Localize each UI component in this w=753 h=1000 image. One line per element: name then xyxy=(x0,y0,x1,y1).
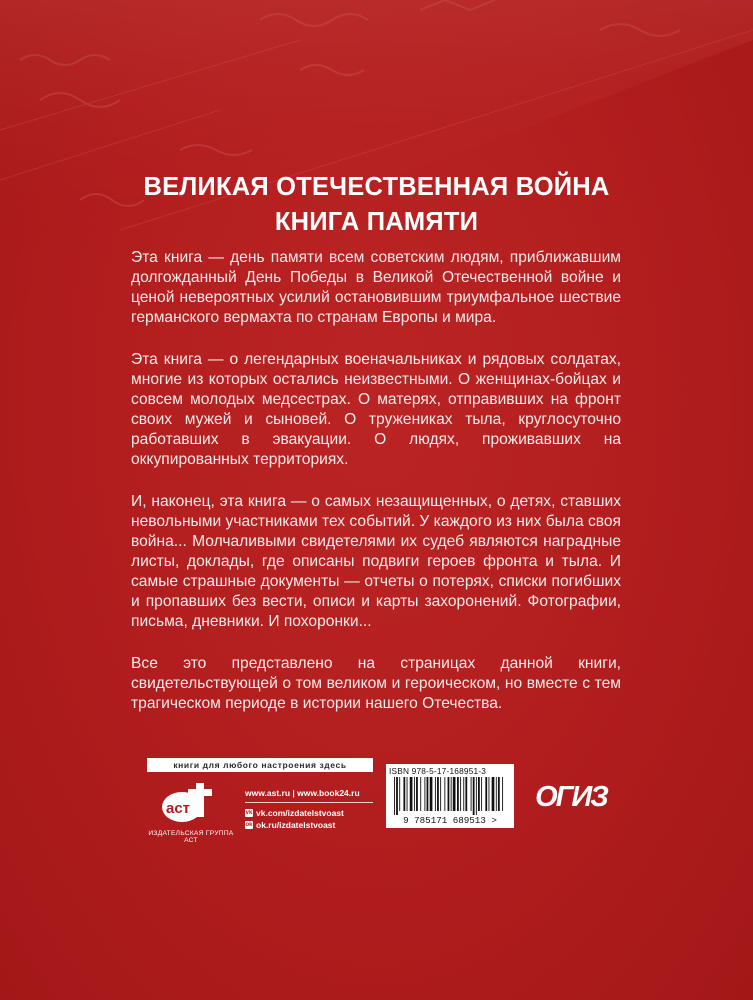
barcode-bar xyxy=(444,777,445,811)
paragraph-3: И, наконец, эта книга — о самых незащищенных, о детях, ставших невольными участниками тех событий. У каждого из них была своя война... Молчаливыми свидетелями их судеб являются наградные листы, доклады, где описаны подвиги героев фронта и тыла. И самые страшные документы — отчеты о потерях, списки погибших и пропавших без вести, описи и карты захоронений. Фотографии, письма, дневники. И похоронки... xyxy=(131,493,621,630)
barcode-bar xyxy=(403,777,405,811)
barcode-bar xyxy=(498,777,500,811)
publisher-caption: ИЗДАТЕЛЬСКАЯ ГРУППА АСТ xyxy=(148,830,234,844)
barcode-bar xyxy=(451,777,452,811)
barcode-bar xyxy=(424,777,425,811)
ogiz-logo-text: ОГИЗ xyxy=(535,781,607,812)
barcode-bar xyxy=(453,777,456,811)
book-title: КНИГА ПАМЯТИ xyxy=(274,208,479,236)
barcode-bar xyxy=(478,777,480,811)
barcode-bar xyxy=(460,777,461,811)
barcode-bar xyxy=(481,777,482,811)
barcode-bar xyxy=(496,777,497,811)
annotation-text xyxy=(131,248,621,736)
barcode-bar xyxy=(502,777,503,811)
ast-logo xyxy=(160,779,220,827)
title-block xyxy=(0,170,753,240)
barcode-bar xyxy=(489,777,490,811)
ast-logo-text: аст xyxy=(165,800,191,817)
publisher-links xyxy=(245,787,373,831)
paragraph-1: Эта книга — день памяти всем советским людям, приближавшим долгожданный День Победы в Великой Отечественной войне и ценой невероятных усилий остановившим триумфальное шествие германского вермахта по странам Европы и мира. xyxy=(131,249,621,326)
isbn-number: ISBN 978-5-17-168951-3 xyxy=(389,766,487,776)
isbn-barcode xyxy=(386,764,514,828)
barcode-image xyxy=(392,777,508,815)
barcode-bar xyxy=(492,777,495,811)
barcode-bar xyxy=(463,777,464,811)
ok-icon: ok xyxy=(245,822,253,828)
barcode-bar xyxy=(410,777,413,811)
divider xyxy=(245,802,373,803)
barcode-bar xyxy=(485,777,487,811)
barcode-bar xyxy=(396,777,398,815)
barcode-bar xyxy=(399,777,400,811)
barcode-bar xyxy=(437,777,439,811)
paragraph-4: Все это представлено на страницах данной книги, свидетельствующей о том великом и героическом, но вместе с тем трагическом периоде в истории нашего Отечества. xyxy=(131,655,621,712)
barcode-bar xyxy=(427,777,429,811)
vk-link-text: vk.com/izdatelstvoast xyxy=(256,808,344,818)
barcode-bar xyxy=(471,777,472,811)
ok-link-text: ok.ru/izdatelstvoast xyxy=(256,820,336,830)
series-title: ВЕЛИКАЯ ОТЕЧЕСТВЕННАЯ ВОЙНА xyxy=(143,173,610,201)
ok-link[interactable] xyxy=(245,819,373,831)
barcode-bar xyxy=(448,777,450,811)
barcode-digits: 9 785171 689513 > xyxy=(403,815,497,826)
barcode-bar xyxy=(414,777,415,811)
barcode-bar xyxy=(420,777,421,811)
barcode-bar xyxy=(473,777,475,815)
barcode-bar xyxy=(435,777,436,811)
paragraph-2: Эта книга — о легендарных военачальниках и рядовых солдатах, многие из которых остались неизвестными. О женщинах-бойцах и совсем молодых медсестрах. О матерях, отправивших на фронт своих мужей и сыновей. О тружениках тыла, круглосуточно работавших в эвакуации. О людях, проживавших на оккупированных территориях. xyxy=(131,351,621,468)
ogiz-logo xyxy=(530,778,612,812)
barcode-bar xyxy=(394,777,395,815)
barcode-bar xyxy=(457,777,459,811)
vk-icon: vk xyxy=(245,810,253,816)
barcode-bar xyxy=(476,777,477,815)
barcode-bar xyxy=(430,777,433,811)
barcode-bar xyxy=(407,777,408,811)
websites[interactable]: www.ast.ru | www.book24.ru xyxy=(245,788,360,798)
barcode-bar xyxy=(416,777,418,811)
barcode-bar xyxy=(465,777,467,811)
publisher-slogan: книги для любого настроения здесь xyxy=(147,758,373,772)
barcode-bar xyxy=(440,777,441,811)
vk-link[interactable] xyxy=(245,807,373,819)
